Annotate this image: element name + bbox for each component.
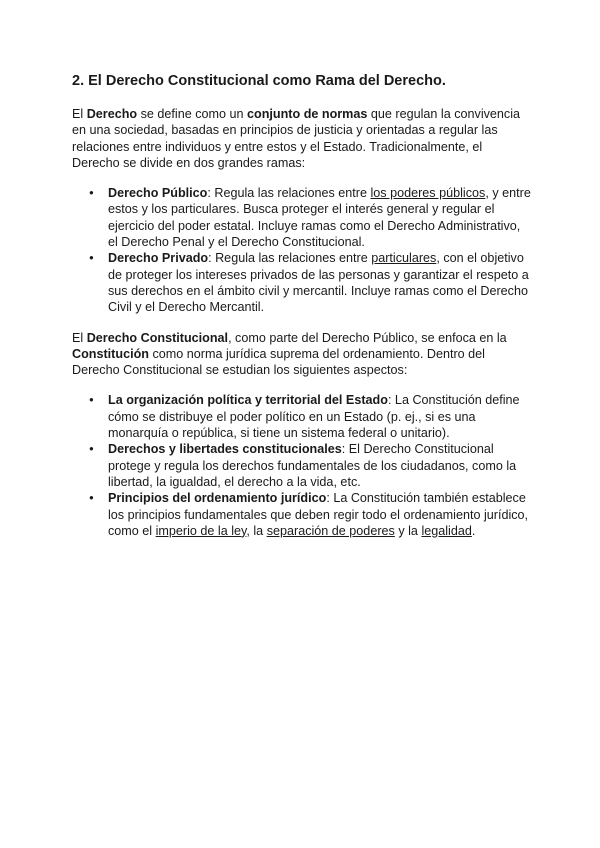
paragraph-text: como norma jurídica suprema del ordenamiento. Dentro del Derecho Constitucional se estudian los siguientes aspectos: <box>72 346 485 378</box>
term-derecho-publico: Derecho Público <box>108 186 208 201</box>
ramas-list <box>72 185 532 315</box>
item-text: y la <box>394 523 422 538</box>
document-body <box>72 72 532 553</box>
item-text: . <box>471 523 476 538</box>
aspectos-list <box>72 392 532 539</box>
link-legalidad[interactable]: legalidad <box>421 523 472 538</box>
term-derecho-constitucional: Derecho Constitucional <box>86 330 229 345</box>
link-separacion-poderes[interactable]: separación de poderes <box>266 523 395 538</box>
term-principios: Principios del ordenamiento jurídico <box>108 491 327 506</box>
intro-text: que regulan la convivencia en una sociedad, basadas en principios de justicia y orientadas a regular las relaciones entre individuos y entre estos y el Estado. Tradicionalmente, el Derecho se divide en dos grandes ramas: <box>72 107 521 170</box>
item-text: : El Derecho Constitucional protege y regula los derechos fundamentales de los ciudadanos, como la libertad, la igualdad, el derecho a la vida, etc. <box>108 442 517 489</box>
intro-paragraph <box>72 106 532 171</box>
term-derecho-privado: Derecho Privado <box>108 251 209 266</box>
intro-text: se define como un <box>137 107 248 121</box>
list-item-derecho-publico <box>108 185 532 250</box>
intro-text: El <box>72 107 87 121</box>
list-item-derecho-privado <box>108 250 532 315</box>
section-heading: 2. El Derecho Constitucional como Rama del Derecho. <box>72 73 446 89</box>
link-poderes-publicos[interactable]: los poderes públicos <box>370 186 486 201</box>
link-particulares[interactable]: particulares <box>371 251 437 266</box>
term-derechos-libertades: Derechos y libertades constitucionales <box>108 442 342 457</box>
link-imperio-ley[interactable]: imperio de la ley <box>155 523 247 538</box>
term-constitucion: Constitución <box>72 346 149 361</box>
item-text: , y entre estos y los particulares. Busca proteger el interés general y regular el ejercicio del poder estatal. Incluye ramas como el Derecho Administrativo, el Derecho Penal y el Derecho Constitucional. <box>108 186 531 250</box>
term-conjunto-normas: conjunto de normas <box>247 107 368 121</box>
item-text: : Regula las relaciones entre <box>207 186 371 201</box>
paragraph-text: El <box>72 330 87 345</box>
list-item-principios <box>108 490 532 539</box>
item-text: : La Constitución también establece los principios fundamentales que deben regir todo el ordenamiento jurídico, como el <box>108 491 529 538</box>
item-text: : La Constitución define cómo se distribuye el poder político en un Estado (p. ej., si es una monarquía o república, si tiene un sistema federal o unitario). <box>108 393 520 441</box>
list-item-derechos-libertades <box>108 441 532 490</box>
term-derecho: Derecho <box>86 107 138 121</box>
term-organizacion: La organización política y territorial del Estado <box>108 393 388 408</box>
item-text: : Regula las relaciones entre <box>208 251 372 266</box>
list-item-organizacion <box>108 392 532 441</box>
paragraph-text: , como parte del Derecho Público, se enfoca en la <box>228 330 507 345</box>
constitucional-paragraph <box>72 330 532 379</box>
item-text: , con el objetivo de proteger los intereses privados de las personas y garantizar el respeto a sus derechos en el ámbito civil y mercantil. Incluye ramas como el Derecho Civil y el Derecho Mercantil. <box>108 251 529 315</box>
item-text: , la <box>246 523 267 538</box>
